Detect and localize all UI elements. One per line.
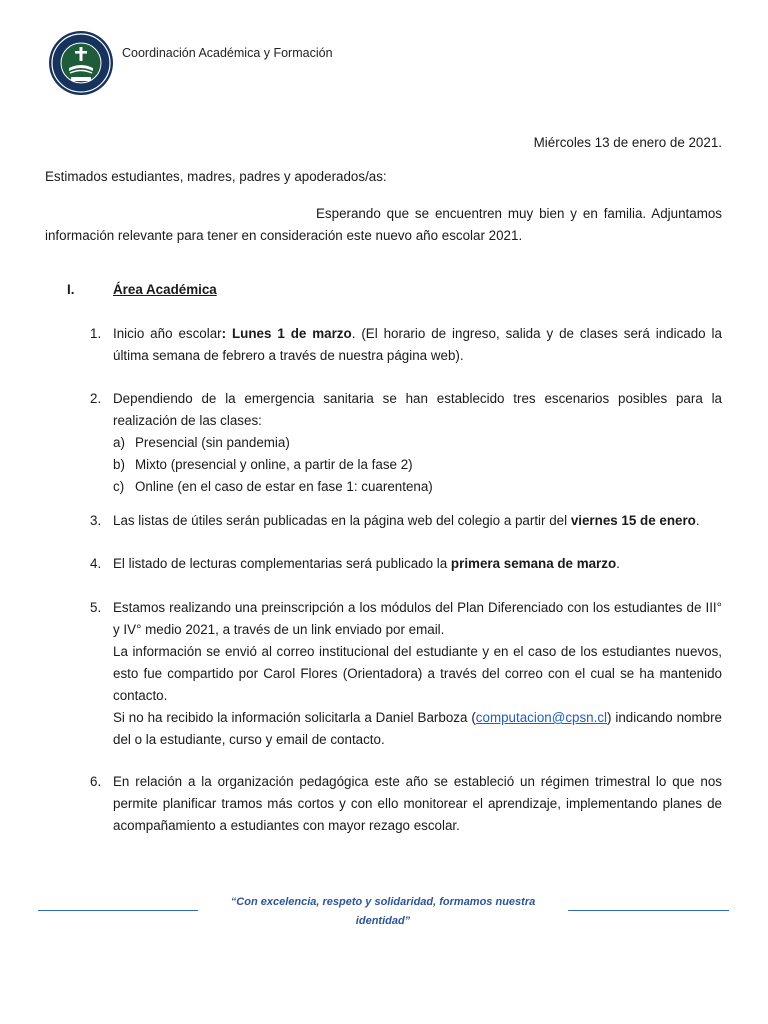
list-item <box>90 388 722 498</box>
item-number: 5. <box>90 600 102 615</box>
section-title: Área Académica <box>113 282 217 297</box>
footer-divider-left <box>38 910 198 911</box>
item-number: 3. <box>90 513 102 528</box>
sub-item <box>113 454 722 476</box>
sub-letter: b) <box>113 457 125 472</box>
list-item <box>90 510 722 532</box>
sub-item <box>113 432 722 454</box>
item-text: Si no ha recibido la información solicitarla a Daniel Barboza ( <box>113 710 476 725</box>
item-text: . <box>616 556 620 571</box>
intro-paragraph: Esperando que se encuentren muy bien y en familia. Adjuntamos información relevante para tener en consideración este nuevo año escolar 2021. <box>45 206 722 243</box>
sub-text: Online (en el caso de estar en fase 1: cuarentena) <box>135 479 433 494</box>
sub-text: Mixto (presencial y online, a partir de la fase 2) <box>135 457 413 472</box>
org-name: Coordinación Académica y Formación <box>122 46 333 60</box>
item-number: 1. <box>90 326 102 341</box>
item-text: Inicio año escolar <box>113 326 222 341</box>
item-number: 4. <box>90 556 102 571</box>
item-text: . (El horario de ingreso, salida y de clases será indicado la última semana de febrero a través de nuestra página web). <box>113 326 722 363</box>
sub-item <box>113 476 722 498</box>
item-number: 2. <box>90 391 102 406</box>
school-seal-logo <box>48 30 114 96</box>
item-number: 6. <box>90 774 102 789</box>
item-text: . <box>695 513 700 528</box>
list-item <box>90 323 722 367</box>
letter-date: Miércoles 13 de enero de 2021. <box>533 135 722 150</box>
footer-divider-right <box>568 910 729 911</box>
list-item <box>90 553 722 575</box>
footer-quote: “Con excelencia, respeto y solidaridad, formamos nuestra identidad” <box>230 896 536 927</box>
email-link[interactable]: computacion@cpsn.cl <box>475 710 607 725</box>
sub-letter: c) <box>113 479 125 494</box>
item-text: ) indicando nombre del o la estudiante, curso y email de contacto. <box>113 710 722 747</box>
list-item <box>90 597 722 751</box>
item-text: Dependiendo de la emergencia sanitaria se han establecido tres escenarios posibles para la realización de las clases: <box>113 391 722 428</box>
item-bold: viernes 15 de enero <box>570 513 696 528</box>
item-text: El listado de lecturas complementarias será publicado la <box>113 556 451 571</box>
item-text: La información se envió al correo institucional del estudiante y en el caso de los estudiantes nuevos, esto fue compartido por Carol Flores (Orientadora) a través del correo con el cual se ha mantenido contacto. <box>113 644 722 703</box>
item-text: Estamos realizando una preinscripción a los módulos del Plan Diferenciado con los estudiantes de III° y IV° medio 2021, a través de un link enviado por email. <box>113 600 722 637</box>
item-text: En relación a la organización pedagógica este año se estableció un régimen trimestral lo que nos permite planificar tramos más cortos y con ello monitorear el aprendizaje, implementando planes de acompañamiento a estudiantes con mayor rezago escolar. <box>113 774 722 833</box>
item-text: Las listas de útiles serán publicadas en la página web del colegio a partir del <box>113 513 571 528</box>
sub-letter: a) <box>113 435 125 450</box>
item-bold: : Lunes 1 de marzo <box>221 326 352 341</box>
greeting: Estimados estudiantes, madres, padres y apoderados/as: <box>45 169 387 184</box>
list-item <box>90 771 722 837</box>
sub-text: Presencial (sin pandemia) <box>135 435 290 450</box>
section-number: I. <box>67 282 75 297</box>
item-bold: primera semana de marzo <box>450 556 617 571</box>
